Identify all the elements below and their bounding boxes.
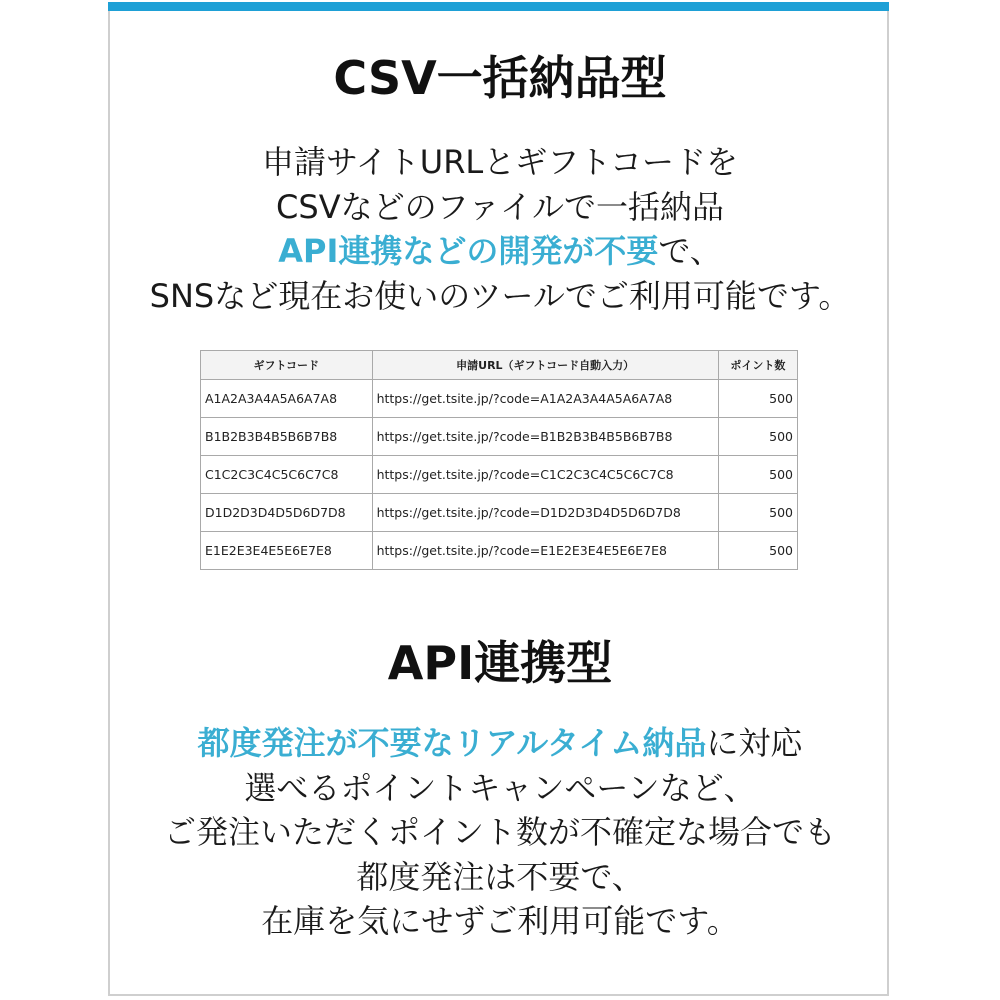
csv-highlight-text: API連携などの開発が不要: [278, 232, 659, 270]
cell-gift-code: A1A2A3A4A5A6A7A8: [201, 380, 373, 418]
table-row: [201, 494, 798, 532]
csv-line-3-rest: で、: [658, 232, 722, 270]
cell-points: 500: [718, 418, 797, 456]
cell-points: 500: [718, 532, 797, 570]
csv-description-line-1: 申請サイトURLとギフトコードを: [262, 143, 738, 181]
api-description-line-2: 選べるポイントキャンペーンなど、: [244, 768, 756, 807]
cell-gift-code: C1C2C3C4C5C6C7C8: [201, 456, 373, 494]
api-highlight-text: 都度発注が不要なリアルタイム納品: [197, 724, 707, 762]
header-request-url: 申請URL（ギフトコード自動入力）: [372, 351, 718, 380]
api-line-1-rest: に対応: [706, 724, 803, 762]
cell-points: 500: [718, 456, 797, 494]
table-row: [201, 532, 798, 570]
header-gift-code: ギフトコード: [201, 351, 373, 380]
api-description-line-1: [0, 721, 1000, 766]
cell-request-url: https://get.tsite.jp/?code=D1D2D3D4D5D6D7D8: [372, 494, 718, 532]
cell-gift-code: E1E2E3E4E5E6E7E8: [201, 532, 373, 570]
section-title-csv: CSV一括納品型: [333, 51, 667, 105]
api-description: [0, 721, 1000, 944]
api-description-line-5: 在庫を気にせずご利用可能です。: [261, 902, 739, 940]
cell-gift-code: B1B2B3B4B5B6B7B8: [201, 418, 373, 456]
cell-points: 500: [718, 494, 797, 532]
table-row: [201, 418, 798, 456]
api-description-line-3: ご発注いただくポイント数が不確定な場合でも: [163, 813, 836, 851]
csv-description-line-2: CSVなどのファイルで一括納品: [276, 187, 724, 226]
cell-gift-code: D1D2D3D4D5D6D7D8: [201, 494, 373, 532]
cell-request-url: https://get.tsite.jp/?code=C1C2C3C4C5C6C7C8: [372, 456, 718, 494]
cell-request-url: https://get.tsite.jp/?code=A1A2A3A4A5A6A7A8: [372, 380, 718, 418]
api-description-line-4: 都度発注は不要で、: [356, 857, 644, 896]
table-header-row: [201, 351, 798, 380]
header-points: ポイント数: [718, 351, 797, 380]
accent-top-bar: [108, 2, 889, 11]
table-row: [201, 380, 798, 418]
cell-request-url: https://get.tsite.jp/?code=B1B2B3B4B5B6B7B8: [372, 418, 718, 456]
csv-description-line-3: [0, 229, 1000, 274]
csv-description: [0, 140, 1000, 318]
section-title-api: API連携型: [387, 636, 613, 690]
cell-points: 500: [718, 380, 797, 418]
csv-description-line-4: SNSなど現在お使いのツールでご利用可能です。: [149, 276, 851, 315]
table-row: [201, 456, 798, 494]
cell-request-url: https://get.tsite.jp/?code=E1E2E3E4E5E6E7E8: [372, 532, 718, 570]
gift-code-table: [200, 350, 798, 570]
